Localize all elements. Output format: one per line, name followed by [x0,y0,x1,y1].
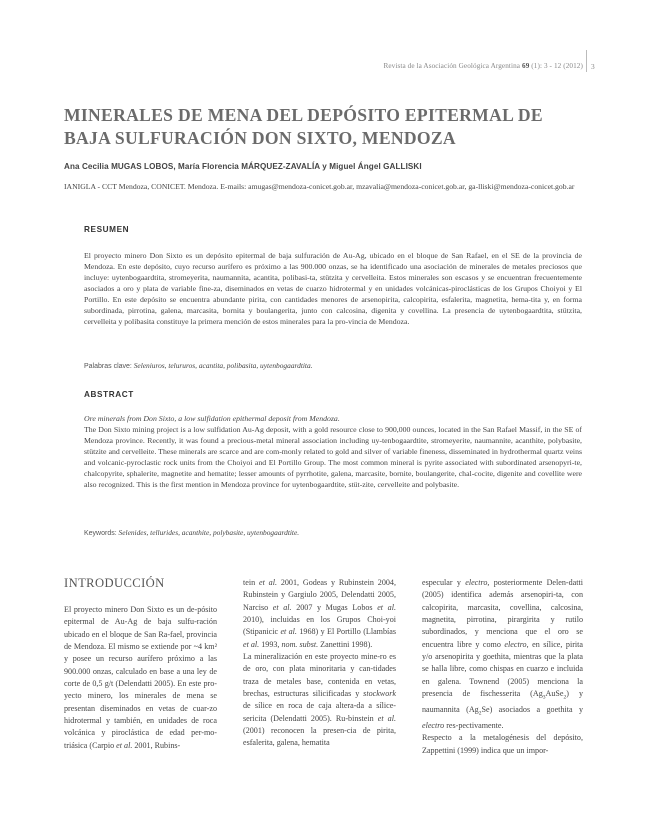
intro-paragraph: El proyecto minero Don Sixto es un de-pósito epitermal de Au-Ag de baja sulfu-ración ubicado en el bloque de San Ra-fael, provincia de Mendoza. El mismo se extiende por ~4 km² y posee un recurso aurífero próximo a las 900.000 onzas, calculado en base a una ley de corte de 0,5 g/t (Delendatti 2005). En este pro-yecto minero, los minerales de mena se presentan diseminados en vetas de cuar-zo hidrotermal y también, en unidades de roca volcánica y piroclástica de edad per-mo-triásica (Carpio et al. 2001, Rubins- [64,605,217,750]
page-number: 3 [591,62,595,71]
journal-name: Revista de la Asociación Geológica Argentina [383,62,521,70]
affiliation: IANIGLA - CCT Mendoza, CONICET. Mendoza. E-mails: amugas@mendoza-conicet.gob.ar, mzavalia@mendoza-conicet.gob.ar, ga-lliski@mendoza-conicet.gob.ar [64,182,575,191]
issue-pages: (1): 3 - 12 (2012) [531,62,583,70]
intro-column-3 [422,577,583,757]
keywords-es: Seleniuros, telururos, acantita, polibasita, uytenbogaardtita. [133,361,313,370]
abstract-heading: ABSTRACT [84,390,134,399]
resumen-text: El proyecto minero Don Sixto es un depósito epitermal de baja sulfuración de Au-Ag, ubicado en el bloque de San Rafael, en el SE de la provincia de Mendoza. En este depósito, cuyo recurso aurífero es próximo a las 900.000 onzas, se ha identificado una asociación de minerales de metales preciosos que incluye: uytenbogaardtita, stromeyerita, naumannita, acantita, polibasi-ta, stützita y cervelleita. Estos minerales son escasos y se encuentran frecuentemente asociados a oro y plata de variable fine-za, diseminados en vetas de cuarzo hidrotermal y en unidades volcánicas-piroclásticas de los Grupos Choiyoi y El Portillo. En este depósito se encuentra abundante pirita, con cantidades menores de arsenopirita, calcopirita, esfalerita, magnetita, hema-tita y, en forma subordinada, pirrotina, galena, marcasita, bornita y boulangerita, junto con calcosina, digenita y covellina. La presencia de uytenbogaardtita, stützita, cervelleita y polibasita constituye la primera mención de estos minerales para la pro-vincia de Mendoza. [84,251,582,326]
intro-paragraph: Respecto a la metalogénesis del depósito, Zappettini (1999) indica que un impor- [422,733,583,755]
running-head [0,62,583,70]
abstract-text: The Don Sixto mining project is a low sulfidation Au-Ag deposit, with a gold resource close to 900,000 ounces, located in the San Rafael Massif, in the SE of Mendoza province. Recently, it was found a precious-metal mineral association including uy-tenbogaardtite, stromeyerite, naumannite, acanthite, polybasite, stützite and cervelleite. These minerals are scarce and are com-monly related to gold and silver of variable fineness, disseminated in hydrothermal quartz veins and volcanic-pyroclastic rock units from the Choiyoi and El Portillo Group. The most common mineral is pyrite associated with subordinated arsenopyri-te, chalcopyrite, sphalerite, magnetite and hematite; lesser amounts of pyrrhotite, galena, marcasite, bornite, boulangerite, chal-cocite, digenite and covellite were also recognized. This is the first mention in Mendoza province for uytenbogaardtite, stüt-zite, cervelleite and polybasite. [84,425,582,489]
journal-volume: 69 [522,62,530,70]
intro-paragraph: especular y electro, posteriormente Delen-datti (2005) identifica además arsenopiri-ta, con calcopirita, marcasita, covellina, calcosina, magnetita, pirrotina, pirargirita y rutilo subordinados, y menciona que el oro se encuentra libre y como electro, en sílice, pirita y/o arsenopirita y goethita, mientras que la plata se halla libre, como chispas en cuarzo e incluida en galena. Townend (2005) menciona la presencia de fischesserita $(Ag_3AuSe_2)$ y naumannita $(Ag_2Se)$ asociados a goethita y electro res-pectivamente. [422,578,584,730]
resumen-body [84,250,582,327]
intro-column-1 [64,604,217,752]
introduccion-heading: INTRODUCCIÓN [64,576,165,590]
keywords-label-es: Palabras clave: [84,363,132,370]
author-list: Ana Cecilia MUGAS LOBOS, María Florencia MÁRQUEZ-ZAVALÍA y Miguel Ángel GALLISKI [64,162,422,171]
abstract-body [84,413,582,490]
keywords-en: Selenides, tellurides, acanthite, polybasite, uytenbogaardtite. [118,528,300,537]
article-title: MINERALES DE MENA DEL DEPÓSITO EPITERMAL DE BAJA SULFURACIÓN DON SIXTO, MENDOZA [64,105,543,148]
intro-column-2 [243,577,396,750]
abstract-subtitle: Ore minerals from Don Sixto, a low sulfidation epithermal deposit from Mendoza. [84,414,340,423]
intro-paragraph: La mineralización en este proyecto mine-ro es de oro, con plata minoritaria y can-tidades traza de metales base, contenida en vetas, brechas, estructuras silicificadas y stockwork de sílice en roca de caja altera-da a sílice-sericita (Delendatti 2005). Ru-binstein et al. (2001) reconocen la presen-cia de pirita, esfalerita, galena, hematita [243,652,396,748]
keywords-label-en: Keywords: [84,530,117,537]
intro-paragraph: tein et al. 2001, Godeas y Rubinstein 2004, Rubinstein y Gargiulo 2005, Delendatti 2005, Narciso et al. 2007 y Mugas Lobos et al. 2010), incluidas en los Grupos Choi-yoi (Stipanicic et al. 1968) y El Portillo (Llambías et al. 1993, nom. subst. Zanettini 1998). [243,578,397,649]
header-divider [586,50,587,72]
abstract-keywords [84,528,582,537]
resumen-keywords [84,361,582,370]
resumen-heading: RESUMEN [84,225,130,234]
